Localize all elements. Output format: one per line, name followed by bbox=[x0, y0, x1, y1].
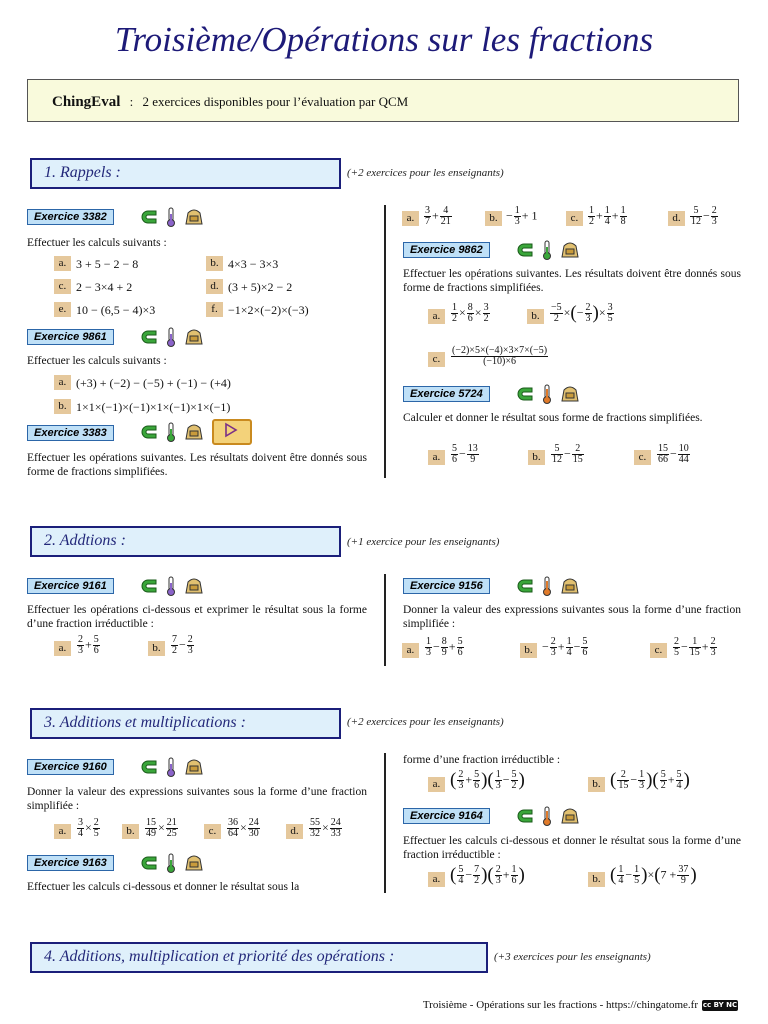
item-letter: a. bbox=[428, 777, 445, 792]
banner-sep: : bbox=[129, 94, 134, 109]
thermometer-icon[interactable] bbox=[166, 757, 176, 777]
item-letter: e. bbox=[54, 302, 71, 317]
exercise-instruction: Effectuer les calculs ci-dessous et donner le résultat sous la forme d’une fraction irréductible : bbox=[403, 835, 741, 861]
expression: 1×1×(−1)×(−1)×1×(−1)×1×(−1) bbox=[76, 400, 231, 414]
play-video-icon[interactable] bbox=[212, 419, 252, 445]
thermometer-icon[interactable] bbox=[542, 240, 552, 260]
exercise-link[interactable]: Exercice 3382 bbox=[27, 209, 114, 225]
expression: ( $\frac{5}{4}$ − $\frac{7}{2}$ )( $\frac{2}{3}$ + $\frac{1}{6}$ ) bbox=[450, 864, 525, 886]
magnet-icon[interactable] bbox=[516, 242, 534, 258]
expression: ( $\frac{2}{3}$ + $\frac{5}{6}$ )( $\frac{1}{3}$ − $\frac{5}{2}$ ) bbox=[450, 769, 525, 791]
cc-license-icon: cc BY NC bbox=[702, 1000, 738, 1009]
expression: $\frac{1}{3}$ − $\frac{8}{9}$ + $\frac{5}{6}$ bbox=[426, 636, 463, 658]
expression: (3 + 5)×2 − 2 bbox=[228, 280, 293, 294]
section-priority: 4. Additions, multiplication et priorité des opérations : bbox=[30, 942, 488, 973]
item-letter: b. bbox=[528, 450, 545, 465]
page-title: Troisième/Opérations sur les fractions bbox=[114, 20, 654, 59]
exercise-tools bbox=[140, 757, 204, 777]
column-divider bbox=[384, 205, 386, 478]
item-letter: a. bbox=[54, 824, 71, 839]
exercise-link[interactable]: Exercice 5724 bbox=[403, 386, 490, 402]
magnet-icon[interactable] bbox=[516, 386, 534, 402]
expression: ( $\frac{2}{15}$ − $\frac{1}{3}$ )( $\frac{5}{2}$ + $\frac{5}{4}$ ) bbox=[610, 769, 690, 791]
item-letter: c. bbox=[566, 211, 583, 226]
item-letter: c. bbox=[428, 352, 445, 367]
expression: −1×2×(−2)×(−3) bbox=[228, 303, 309, 317]
chingeval-banner bbox=[27, 79, 739, 122]
item-letter: c. bbox=[650, 643, 667, 658]
thermometer-icon[interactable] bbox=[166, 422, 176, 442]
exercise-tools bbox=[140, 422, 252, 442]
exercise-tools bbox=[140, 576, 204, 596]
item-letter: a. bbox=[54, 641, 71, 656]
expression: $\frac{15}{49}$ × $\frac{21}{25}$ bbox=[146, 817, 177, 839]
backpack-icon[interactable] bbox=[184, 577, 204, 595]
item-letter: d. bbox=[286, 824, 303, 839]
expression: $\frac{5}{12}$ − $\frac{2}{15}$ bbox=[552, 443, 583, 465]
item-letter: b. bbox=[148, 641, 165, 656]
exercise-instruction: Effectuer les calculs suivants : bbox=[27, 237, 167, 249]
item-letter: b. bbox=[122, 824, 139, 839]
expression: $\frac{2}{3}$ + $\frac{5}{6}$ bbox=[78, 634, 99, 656]
exercise-tools bbox=[516, 240, 580, 260]
section-teacher-note: (+3 exercices pour les enseignants) bbox=[494, 951, 651, 963]
banner-brand: ChingEval bbox=[52, 94, 121, 110]
magnet-icon[interactable] bbox=[140, 759, 158, 775]
item-letter: b. bbox=[54, 399, 71, 414]
item-letter: a. bbox=[402, 211, 419, 226]
exercise-instruction: Effectuer les opérations ci-dessous et exprimer le résultat sous la forme d’une fraction irréductible : bbox=[27, 604, 367, 630]
magnet-icon[interactable] bbox=[140, 329, 158, 345]
exercise-tools bbox=[140, 853, 204, 873]
exercise-instruction: Effectuer les opérations suivantes. Les résultats doivent être donnés sous forme de fractions simplifiées. bbox=[403, 268, 741, 294]
expression: $\frac{1}{2}$ × $\frac{8}{6}$ × $\frac{3}{2}$ bbox=[452, 302, 489, 324]
expression: − $\frac{2}{3}$ + $\frac{1}{4}$ − $\frac{5}{6}$ bbox=[542, 636, 588, 658]
expression: $\frac{5}{6}$ − $\frac{13}{9}$ bbox=[452, 443, 478, 465]
backpack-icon[interactable] bbox=[560, 807, 580, 825]
item-letter: d. bbox=[668, 211, 685, 226]
expression: 4×3 − 3×3 bbox=[228, 257, 279, 271]
exercise-link[interactable]: Exercice 9160 bbox=[27, 759, 114, 775]
section-teacher-note: (+2 exercices pour les enseignants) bbox=[347, 167, 504, 179]
item-letter: d. bbox=[206, 279, 223, 294]
exercise-link[interactable]: Exercice 9161 bbox=[27, 578, 114, 594]
footer-text: Troisième - Opérations sur les fractions - https://chingatome.fr bbox=[422, 999, 698, 1011]
magnet-icon[interactable] bbox=[140, 855, 158, 871]
item-letter: b. bbox=[485, 211, 502, 226]
backpack-icon[interactable] bbox=[184, 423, 204, 441]
thermometer-icon[interactable] bbox=[166, 327, 176, 347]
backpack-icon[interactable] bbox=[184, 328, 204, 346]
item-letter: a. bbox=[54, 256, 71, 271]
expression: $\frac{-5}{2}$ ×(− $\frac{2}{3}$ )× $\frac{3}{5}$ bbox=[551, 302, 613, 324]
exercise-tools bbox=[516, 576, 580, 596]
expression: $\frac{3}{4}$ × $\frac{2}{5}$ bbox=[78, 817, 99, 839]
expression: $\frac{7}{2}$ − $\frac{2}{3}$ bbox=[172, 634, 193, 656]
expression: − $\frac{1}{3}$ + 1 bbox=[506, 205, 538, 227]
thermometer-icon[interactable] bbox=[166, 207, 176, 227]
item-letter: a. bbox=[428, 450, 445, 465]
backpack-icon[interactable] bbox=[184, 758, 204, 776]
thermometer-icon[interactable] bbox=[166, 576, 176, 596]
backpack-icon[interactable] bbox=[560, 577, 580, 595]
expression: $\frac{1}{2}$ + $\frac{1}{4}$ + $\frac{1}{8}$ bbox=[589, 205, 626, 227]
exercise-instruction: Effectuer les opérations suivantes. Les résultats doivent être donnés sous forme de fractions simplifiées. bbox=[27, 452, 367, 478]
thermometer-icon[interactable] bbox=[542, 806, 552, 826]
exercise-instruction: Effectuer les calculs ci-dessous et donner le résultat sous la bbox=[27, 881, 300, 893]
exercise-instruction: Calculer et donner le résultat sous forme de fractions simplifiées. bbox=[403, 412, 703, 424]
backpack-icon[interactable] bbox=[184, 854, 204, 872]
item-letter: b. bbox=[588, 777, 605, 792]
expression: ( $\frac{1}{4}$ − $\frac{1}{5}$ )×(7 + $\frac{37}{9}$ ) bbox=[610, 864, 697, 886]
exercise-link[interactable]: Exercice 9156 bbox=[403, 578, 490, 594]
item-letter: b. bbox=[520, 643, 537, 658]
backpack-icon[interactable] bbox=[184, 208, 204, 226]
magnet-icon[interactable] bbox=[140, 424, 158, 440]
exercise-tools bbox=[140, 327, 204, 347]
exercise-instruction: Effectuer les calculs suivants : bbox=[27, 355, 167, 367]
expression: 3 + 5 − 2 − 8 bbox=[76, 257, 139, 271]
expression: $\frac{55}{32}$ × $\frac{24}{33}$ bbox=[310, 817, 341, 839]
thermometer-icon[interactable] bbox=[166, 853, 176, 873]
item-letter: c. bbox=[54, 279, 71, 294]
item-letter: a. bbox=[54, 375, 71, 390]
column-divider bbox=[384, 753, 386, 893]
page-footer bbox=[423, 999, 738, 1011]
item-letter: a. bbox=[428, 872, 445, 887]
expression: 10 − (6,5 − 4)×3 bbox=[76, 303, 156, 317]
column-divider bbox=[384, 574, 386, 666]
magnet-icon[interactable] bbox=[140, 578, 158, 594]
exercise-link[interactable]: Exercice 9862 bbox=[403, 242, 490, 258]
section-teacher-note: (+1 exercice pour les enseignants) bbox=[347, 536, 500, 548]
thermometer-icon[interactable] bbox=[542, 576, 552, 596]
banner-text: 2 exercices disponibles pour l’évaluation par QCM bbox=[142, 94, 409, 109]
exercise-link[interactable]: Exercice 3383 bbox=[27, 425, 114, 441]
expression: $\frac{2}{5}$ − $\frac{1}{15}$ + $\frac{2}{3}$ bbox=[674, 636, 716, 658]
expression: $\frac{5}{12}$ − $\frac{2}{3}$ bbox=[691, 205, 717, 227]
exercise-instruction-continued: forme d’une fraction irréductible : bbox=[403, 754, 561, 766]
backpack-icon[interactable] bbox=[560, 241, 580, 259]
exercise-link[interactable]: Exercice 9861 bbox=[27, 329, 114, 345]
expression: (+3) + (−2) − (−5) + (−1) − (+4) bbox=[76, 376, 231, 390]
thermometer-icon[interactable] bbox=[542, 384, 552, 404]
expression: $\frac{(-2)\times 5\times(-4)\times 3\times 7\times(-5)}{(-10)\times 6}$ bbox=[452, 345, 548, 367]
item-letter: b. bbox=[527, 309, 544, 324]
backpack-icon[interactable] bbox=[560, 385, 580, 403]
item-letter: a. bbox=[402, 643, 419, 658]
expression: $\frac{15}{66}$ − $\frac{10}{44}$ bbox=[658, 443, 689, 465]
section-teacher-note: (+2 exercices pour les enseignants) bbox=[347, 716, 504, 728]
exercise-link[interactable]: Exercice 9163 bbox=[27, 855, 114, 871]
section-additions-multiplications: 3. Additions et multiplications : bbox=[30, 708, 341, 739]
section-rappels: 1. Rappels : bbox=[30, 158, 341, 189]
item-letter: b. bbox=[588, 872, 605, 887]
exercise-tools bbox=[140, 207, 204, 227]
exercise-instruction: Donner la valeur des expressions suivantes sous la forme d’une fraction simplifiée : bbox=[27, 786, 367, 812]
expression: $\frac{36}{64}$ × $\frac{24}{30}$ bbox=[228, 817, 259, 839]
item-letter: c. bbox=[204, 824, 221, 839]
expression: 2 − 3×4 + 2 bbox=[76, 280, 133, 294]
item-letter: b. bbox=[206, 256, 223, 271]
section-additions: 2. Addtions : bbox=[30, 526, 341, 557]
magnet-icon[interactable] bbox=[140, 209, 158, 225]
expression: $\frac{3}{7}$ + $\frac{4}{21}$ bbox=[425, 205, 451, 227]
item-letter: c. bbox=[634, 450, 651, 465]
exercise-tools bbox=[516, 384, 580, 404]
exercise-instruction: Donner la valeur des expressions suivantes sous la forme d’une fraction simplifiée : bbox=[403, 604, 741, 630]
exercise-link[interactable]: Exercice 9164 bbox=[403, 808, 490, 824]
item-letter: f. bbox=[206, 302, 223, 317]
magnet-icon[interactable] bbox=[516, 578, 534, 594]
exercise-tools bbox=[516, 806, 580, 826]
magnet-icon[interactable] bbox=[516, 808, 534, 824]
item-letter: a. bbox=[428, 309, 445, 324]
